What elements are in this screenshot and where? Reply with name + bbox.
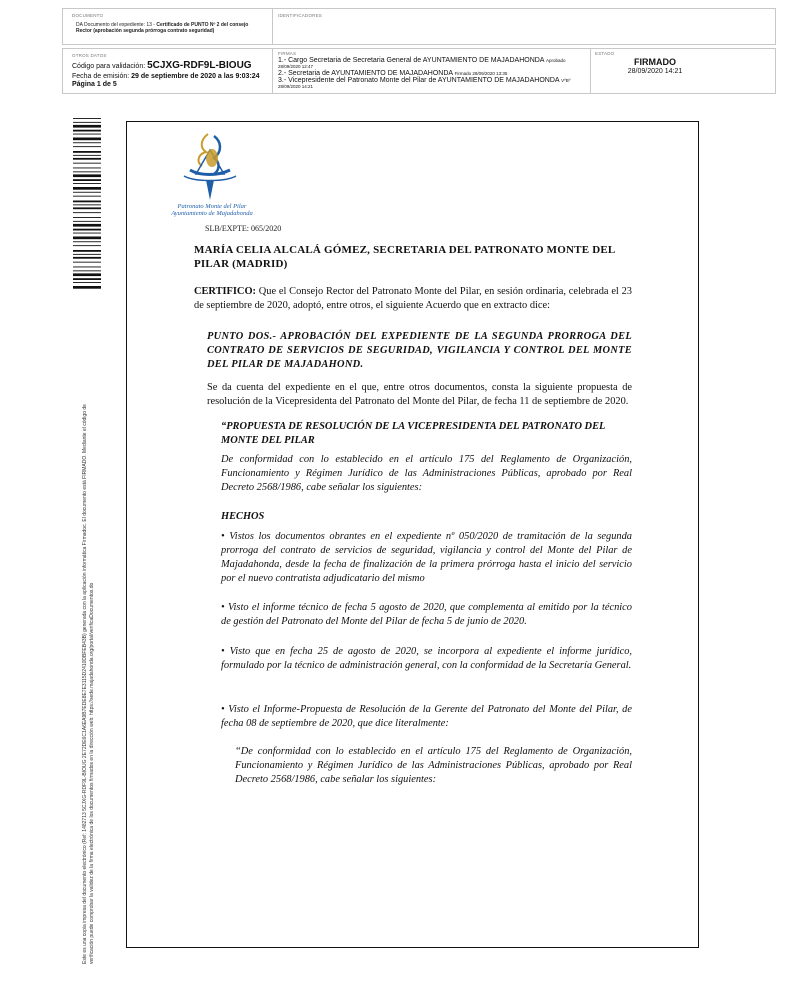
firma-suffix: Aprobado	[546, 58, 566, 63]
firma-text: 2.- Secretaria de AYUNTAMIENTO DE MAJADAHONDA	[278, 70, 453, 77]
header-firmas-divider	[272, 48, 273, 94]
firma-item	[278, 77, 586, 84]
firma-date: 28/09/2020 14:21	[278, 84, 314, 89]
patronato-logo	[170, 130, 250, 208]
logo-caption-line: Patronato Monte del Pilar	[177, 203, 247, 210]
barcode-image	[73, 118, 101, 290]
firmas-label: FIRMAS	[278, 51, 297, 56]
certifico-paragraph	[194, 285, 632, 313]
certificate-title: MARÍA CELIA ALCALÁ GÓMEZ, SECRETARIA DEL PATRONATO MONTE DEL PILAR (MADRID)	[194, 244, 615, 270]
certifico-text: Que el Consejo Rector del Patronato Monte del Pilar, en sesión ordinaria, celebrada el 23 de septiembre de 2020, adoptó, entre otros, el siguiente Acuerdo que en extracto dice:	[194, 286, 632, 311]
codigo-value[interactable]: 5CJXG-RDF9L-BIOUG	[147, 60, 252, 71]
hecho-item: • Vistos los documentos obrantes en el expediente nº 050/2020 de tramitación de la segunda prorroga del contrato de servicios de seguridad, vigilancia y control del Monte del Pilar de Majadahonda, desde la fecha de finalización de la primera prórroga hasta el inicio del servicio por el nuevo contratista adjudicatario del mismo	[221, 531, 632, 584]
estado-value: FIRMADO	[634, 57, 676, 67]
firma-item	[278, 57, 586, 64]
identificadores-label: IDENTIFICADORES	[278, 13, 323, 18]
logo-caption-line: Ayuntamiento de Majadahonda	[171, 210, 253, 217]
hecho-item: • Visto el informe técnico de fecha 5 agosto de 2020, que complementa al emitido por la técnico de gestión del Patronato del Monte del Pilar de fecha 5 de junio de 2020.	[221, 602, 632, 627]
fecha-label: Fecha de emisión:	[72, 73, 130, 80]
quote-paragraph: “De conformidad con lo establecido en el artículo 175 del Reglamento de Organización, Funcionamiento y Régimen Jurídico de las Administraciones Públicas, aprobado por Real Decreto 2568/1986, cabe señalar los siguientes:	[235, 746, 632, 785]
codigo-validacion	[72, 62, 252, 71]
side-text-line: verificación puede comprobar la validez de la firma electrónica de los documentos firmados en la dirección web: https://sede.majadahonda.org/portal/verificaDocumentos.do	[89, 582, 95, 964]
pagina-indicator: Página 1 de 5	[72, 81, 117, 88]
fecha-value: 29 de septiembre de 2020 a las 9:03:24	[131, 73, 260, 80]
hecho-item: • Visto el Informe-Propuesta de Resolución de la Gerente del Patronato del Monte del Pilar, de fecha 08 de septiembre de 2020, que dice literalmente:	[221, 704, 632, 729]
firma-date: 28/09/2020 12:47	[278, 64, 314, 69]
firma-suffix: Firmado 28/09/2020 13:35	[454, 71, 508, 76]
verification-side-text	[82, 304, 96, 964]
logo-caption	[166, 203, 258, 217]
estado-date: 28/09/2020 14:21	[627, 68, 683, 75]
side-text-line: Este es una copia impresa del documento electrónico (Ref: 1482713 5CJXG-RDF9L-BIOUG 2E72DE6C1A6EA9B7EDE8E7E3115D2410DBFEB43B) generada con la aplicación informática Firmadoc. El documento está FIRMADO. Mediante el código de	[82, 404, 88, 964]
otros-datos-label: OTROS DATOS	[72, 53, 107, 58]
punto-title: PUNTO DOS.- APROBACIÓN DEL EXPEDIENTE DE LA SEGUNDA PRORROGA DEL CONTRATO DE SERVICIOS DE SEGURIDAD, VIGILANCIA Y CONTROL DEL MONTE DEL PILAR DE MAJADAHOND.	[207, 331, 632, 370]
header-identificadores-box	[272, 8, 776, 45]
documento-text-prefix: DA Documento del expediente: 13 -	[76, 22, 157, 28]
firmas-list	[278, 57, 586, 90]
expediente-ref: SLB/EXPTE: 065/2020	[205, 224, 282, 233]
documento-label: DOCUMENTO	[72, 13, 104, 18]
propuesta-title: “PROPUESTA DE RESOLUCIÓN DE LA VICEPRESIDENTA DEL PATRONATO DEL MONTE DEL PILAR	[221, 421, 605, 446]
documento-text-bold: Certificado de PUNTO Nº 2 del consejo Rector (aprobación segunda prórroga contrato seguridad)	[76, 22, 249, 34]
estado-label: ESTADO	[595, 51, 615, 56]
cuenta-paragraph: Se da cuenta del expediente en el que, entre otros documentos, consta la siguiente propuesta de resolución de la Vicepresidenta del Patronato del Monte del Pilar, de fecha 11 de septiembre de 2020.	[207, 382, 632, 407]
header-estado-divider	[590, 48, 591, 94]
codigo-label: Código para validación:	[72, 63, 146, 70]
certifico-label: CERTIFICO:	[194, 286, 256, 297]
firma-item	[278, 70, 586, 77]
hechos-label: HECHOS	[221, 511, 265, 522]
propuesta-paragraph: De conformidad con lo establecido en el artículo 175 del Reglamento de Organización, Funcionamiento y Régimen Jurídico de las Administraciones Públicas, aprobado por Real Decreto 2568/1986, cabe señalar los siguientes:	[221, 454, 632, 493]
hecho-item: • Visto que en fecha 25 de agosto de 2020, se incorpora al expediente el informe jurídico, formulado por la técnico de administración general, con la conformidad de la Secretaría General.	[221, 646, 632, 671]
documento-text	[76, 22, 256, 34]
firma-text: 3.- Vicepresidente del Patronato Monte del Pilar de AYUNTAMIENTO DE MAJADAHONDA	[278, 77, 560, 84]
firma-text: 1.- Cargo Secretaria de Secretaria General de AYUNTAMIENTO DE MAJADAHONDA	[278, 57, 545, 64]
fecha-emision	[72, 73, 260, 81]
firma-suffix: VºBº	[561, 78, 571, 83]
